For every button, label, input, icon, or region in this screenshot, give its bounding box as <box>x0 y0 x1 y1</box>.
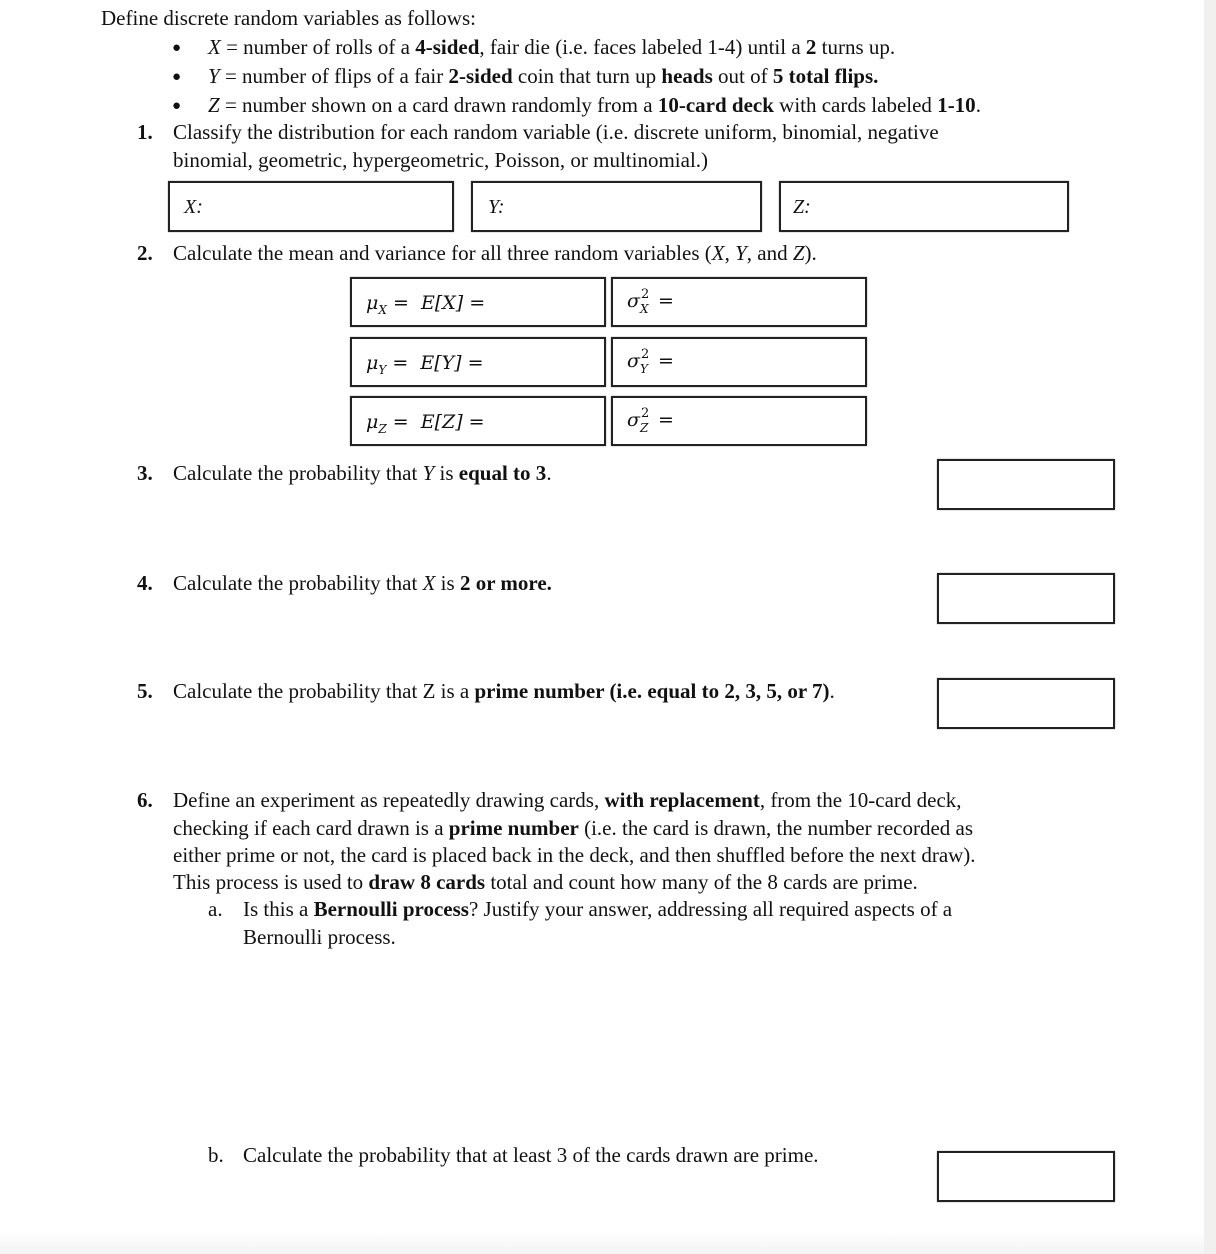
page-bottom-edge <box>0 1232 1204 1254</box>
sigma-symbol: σ <box>627 409 640 431</box>
text-segment: Bernoulli process <box>313 897 469 921</box>
q6-line <box>173 789 962 811</box>
text-segment: (i.e. the card is drawn, the number recorded as <box>578 816 974 840</box>
text-segment: Y <box>735 241 747 265</box>
mean-expression: = E[Y] = <box>386 352 484 374</box>
text-segment: total and count how many of the 8 cards are prime. <box>485 870 918 894</box>
q4-number: 4. <box>137 571 153 595</box>
square-superscript: 2 <box>640 287 650 302</box>
text-segment: 2 <box>805 35 817 59</box>
q6a-line <box>243 898 952 920</box>
bullet-icon: ● <box>172 40 182 56</box>
variance-y-box[interactable] <box>611 337 867 387</box>
mean-x-box[interactable] <box>350 277 606 327</box>
text-segment: Y <box>208 64 220 88</box>
var-subscript: Y <box>639 362 648 376</box>
mean-formula <box>366 352 484 381</box>
text-segment: ? Justify your answer, addressing all required aspects of a <box>468 897 953 921</box>
text-segment: Calculate the probability that Z is a <box>173 679 475 703</box>
q2-number: 2. <box>137 241 153 265</box>
text-segment: heads <box>661 64 713 88</box>
text-segment: 1-10 <box>937 93 976 117</box>
text-segment: prime number <box>448 816 579 840</box>
q3-answer-box[interactable] <box>937 459 1115 510</box>
variance-equals: = <box>651 409 674 431</box>
var-subscript: Z <box>639 421 649 435</box>
text-segment: Calculate the mean and variance for all three random variables ( <box>173 241 712 265</box>
text-segment: prime number (i.e. equal to 2, 3, 5, or 7) <box>474 679 830 703</box>
text-segment: = number shown on a card drawn randomly from a <box>219 93 658 117</box>
text-segment: out of <box>712 64 773 88</box>
text-segment: X <box>711 241 725 265</box>
mean-expression: = E[X] = <box>386 292 486 314</box>
text-segment: Define an experiment as repeatedly drawing cards, <box>173 788 605 812</box>
text-segment: X <box>208 35 221 59</box>
q6-line <box>173 844 976 866</box>
text-segment: Bernoulli process. <box>243 925 396 949</box>
text-segment: with replacement <box>604 788 760 812</box>
text-segment: with cards labeled <box>773 93 938 117</box>
x-distribution-answer-box[interactable] <box>168 181 454 232</box>
text-segment: . <box>546 461 552 485</box>
text-segment: , <box>724 241 736 265</box>
y-distribution-answer-box[interactable] <box>471 181 762 232</box>
bullet-z <box>208 94 981 116</box>
q6b-answer-box[interactable] <box>937 1151 1115 1202</box>
text-segment: is <box>435 571 460 595</box>
variance-formula <box>627 406 674 435</box>
y-label: Y: <box>488 196 505 218</box>
text-segment: This process is used to <box>173 870 369 894</box>
text-segment: , fair die (i.e. faces labeled 1-4) until a <box>479 35 806 59</box>
bullet-icon: ● <box>172 98 182 114</box>
variance-equals: = <box>651 290 674 312</box>
z-label: Z: <box>793 196 811 218</box>
square-superscript: 2 <box>640 347 650 362</box>
text-segment: either prime or not, the card is placed back in the deck, and then shuffled before the next draw). <box>173 843 976 867</box>
var-subscript: Z <box>378 421 387 436</box>
scrollbar-track[interactable] <box>1204 0 1216 1254</box>
text-segment: 10-card deck <box>657 93 774 117</box>
text-segment: turns up. <box>816 35 896 59</box>
var-subscript: Y <box>378 362 387 377</box>
text-segment: = number of flips of a fair <box>219 64 449 88</box>
intro-text: Define discrete random variables as follows: <box>101 6 476 30</box>
text-segment: Calculate the probability that at least 3 of the cards drawn are prime. <box>243 1143 819 1167</box>
var-subscript: X <box>639 302 649 316</box>
text-segment: 4-sided <box>415 35 480 59</box>
text-segment: Calculate the probability that <box>173 461 423 485</box>
mean-formula <box>366 411 485 440</box>
z-distribution-answer-box[interactable] <box>779 181 1069 232</box>
sigma-symbol: σ <box>627 290 640 312</box>
q5-answer-box[interactable] <box>937 678 1115 729</box>
text-segment: X <box>422 571 436 595</box>
var-subscript: X <box>378 302 387 317</box>
text-segment: 2 or more. <box>459 571 552 595</box>
text-segment: checking if each card drawn is a <box>173 816 449 840</box>
text-segment: Is this a <box>243 897 314 921</box>
q6-number: 6. <box>137 788 153 812</box>
variance-formula <box>627 347 674 376</box>
q6-line <box>173 871 918 893</box>
mean-formula <box>366 292 485 321</box>
text-segment: is <box>434 461 459 485</box>
bullet-x <box>208 36 895 58</box>
mean-expression: = E[Z] = <box>386 411 485 433</box>
mu-symbol: μ <box>366 352 379 374</box>
sigma-symbol: σ <box>627 350 640 372</box>
q6-line <box>173 817 973 839</box>
bullet-icon: ● <box>172 69 182 85</box>
text-segment: Z <box>792 241 805 265</box>
variance-equals: = <box>651 350 674 372</box>
variance-x-box[interactable] <box>611 277 867 327</box>
text-segment: . <box>975 93 981 117</box>
q3-number: 3. <box>137 461 153 485</box>
q4-line <box>173 572 552 594</box>
q5-number: 5. <box>137 679 153 703</box>
variance-z-box[interactable] <box>611 396 867 446</box>
mu-symbol: μ <box>366 292 379 314</box>
q4-answer-box[interactable] <box>937 573 1115 624</box>
text-segment: Z <box>208 93 220 117</box>
q1-line <box>173 149 708 171</box>
q6a-letter: a. <box>208 897 223 921</box>
text-segment: 2-sided <box>448 64 513 88</box>
text-segment: Y <box>422 461 435 485</box>
text-segment: equal to 3 <box>458 461 547 485</box>
square-superscript: 2 <box>640 406 650 421</box>
text-segment: ). <box>804 241 817 265</box>
q1-line <box>173 121 939 143</box>
q6a-line <box>243 926 396 948</box>
bullet-y <box>208 65 878 87</box>
q3-line <box>173 462 552 484</box>
mu-symbol: μ <box>366 411 379 433</box>
text-segment: . <box>829 679 835 703</box>
q2-line <box>173 242 817 264</box>
text-segment: = number of rolls of a <box>220 35 416 59</box>
text-segment: , from the 10-card deck, <box>759 788 962 812</box>
text-segment: draw 8 cards <box>368 870 486 894</box>
mean-y-box[interactable] <box>350 337 606 387</box>
text-segment: binomial, geometric, hypergeometric, Poisson, or multinomial.) <box>173 148 709 172</box>
q6b-letter: b. <box>208 1143 224 1167</box>
variance-formula <box>627 287 674 316</box>
text-segment: Classify the distribution for each random variable (i.e. discrete uniform, binomial, negative <box>173 120 939 144</box>
text-segment: Calculate the probability that <box>173 571 423 595</box>
mean-z-box[interactable] <box>350 396 606 446</box>
text-segment: 5 total flips. <box>772 64 879 88</box>
q1-number: 1. <box>137 120 153 144</box>
text-segment: coin that turn up <box>512 64 662 88</box>
x-label: X: <box>184 196 203 218</box>
q5-line <box>173 680 835 702</box>
text-segment: , and <box>746 241 793 265</box>
q6b-line <box>243 1144 819 1166</box>
